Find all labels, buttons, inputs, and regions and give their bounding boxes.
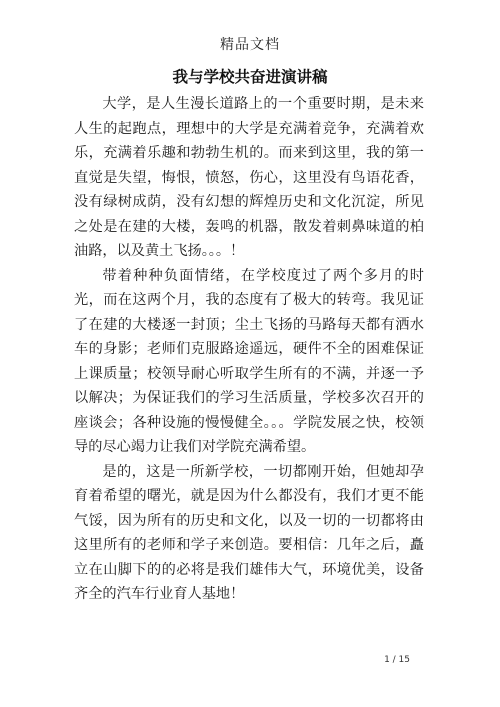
paragraph-2: 带着种种负面情绪，在学校度过了两个多月的时光，而在这两个月，我的态度有了极大的转弯。我见证了在建的大楼逐一封顶；尘土飞扬的马路每天都有洒水车的身影；老师们克服路途遥远，硬件不全的困难保证上课质量；校领导耐心听取学生所有的不满，并逐一予以解决；为保证我们的学习生活质量，学校多次召开的座谈会；各种设施的慢慢健全。。。学院发展之快，校领导的尽心竭力让我们对学院充满希望。 (74, 267, 424, 455)
document-title: 我与学校共奋进演讲稿 (172, 67, 328, 86)
page-number: 1 / 15 (384, 655, 410, 665)
paragraph-3: 是的，这是一所新学校，一切都刚开始，但她却孕育着希望的曙光，就是因为什么都没有，我们才更不能气馁，因为所有的历史和文化，以及一切的一切都将由这里所有的老师和学子来创造。要相信：几年之后，矗立在山脚下的的必将是我们雄伟大气，环境优美，设备齐全的汽车行业育人基地！ (74, 463, 424, 602)
page-header: 精品文档 (220, 37, 280, 53)
paragraph-1: 大学，是人生漫长道路上的一个重要时期，是未来人生的起跑点，理想中的大学是充满着竞争，充满着欢乐，充满着乐趣和勃勃生机的。而来到这里，我的第一直觉是失望，悔恨，愤怒，伤心，这里没有鸟语花香，没有绿树成荫，没有幻想的辉煌历史和文化沉淀，所见之处是在建的大楼，轰鸣的机器，散发着刺鼻味道的柏油路，以及黄土飞扬。。。！ (74, 96, 424, 259)
document-body (74, 92, 424, 607)
